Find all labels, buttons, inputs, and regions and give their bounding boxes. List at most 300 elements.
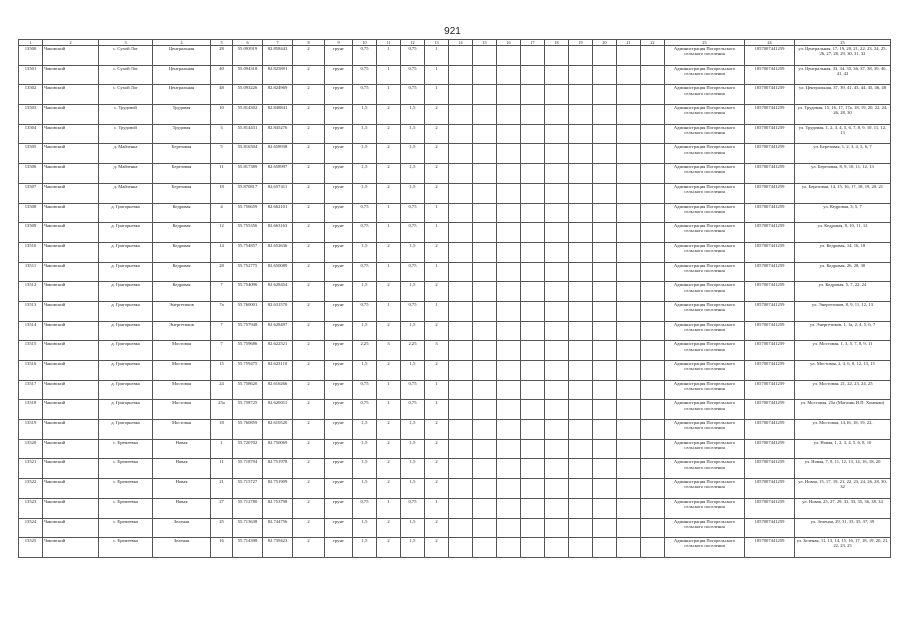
cell-empty xyxy=(545,518,569,538)
table-row xyxy=(19,479,891,499)
cell-district: Чановский xyxy=(43,400,99,420)
cell-id: 13515 xyxy=(19,341,43,361)
cell-street: Энергетиков xyxy=(153,321,211,341)
cell-lat: 55.759475 xyxy=(233,361,263,381)
cell-lon: 82.650089 xyxy=(263,262,293,282)
cell-cnt: 1 xyxy=(377,400,401,420)
cell-vol: 0,75 xyxy=(401,400,425,420)
cell-id: 13507 xyxy=(19,183,43,203)
cell-empty xyxy=(617,65,641,85)
cell-owner: Администрация Погорельского сельского поселения xyxy=(665,301,745,321)
cell-empty xyxy=(545,144,569,164)
cell-settlement: д. Григорьевка xyxy=(99,301,153,321)
cell-n8: 2 xyxy=(293,321,325,341)
cell-tanks: 1 xyxy=(425,262,449,282)
cell-tanks: 2 xyxy=(425,105,449,125)
cell-empty xyxy=(521,46,545,66)
cell-n8: 2 xyxy=(293,65,325,85)
cell-street: Центральная xyxy=(153,46,211,66)
cell-empty xyxy=(641,479,665,499)
cell-area: 1,5 xyxy=(353,183,377,203)
cell-n8: 2 xyxy=(293,341,325,361)
cell-empty xyxy=(569,124,593,144)
cell-inn: 1057007441259 xyxy=(745,400,795,420)
cell-empty xyxy=(545,223,569,243)
cell-owner: Администрация Погорельского сельского поселения xyxy=(665,479,745,499)
cell-surface: грунт xyxy=(325,518,353,538)
cell-empty xyxy=(449,380,473,400)
cell-vol: 1,5 xyxy=(401,479,425,499)
cell-area: 0,75 xyxy=(353,301,377,321)
cell-id: 13508 xyxy=(19,203,43,223)
cell-street: Кедровая xyxy=(153,262,211,282)
cell-area: 1,5 xyxy=(353,439,377,459)
cell-served: ул. Мостовая, 14,16, 18, 19, 22, xyxy=(795,420,891,440)
cell-lon: 82.652636 xyxy=(263,242,293,262)
cell-empty xyxy=(449,85,473,105)
cell-owner: Администрация Погорельского сельского поселения xyxy=(665,282,745,302)
cell-empty xyxy=(497,321,521,341)
table-row xyxy=(19,65,891,85)
cell-empty xyxy=(545,183,569,203)
cell-empty xyxy=(593,498,617,518)
cell-street: Мостовая xyxy=(153,341,211,361)
table-row xyxy=(19,223,891,243)
cell-area: 2,25 xyxy=(353,341,377,361)
cell-inn: 1057007441259 xyxy=(745,498,795,518)
cell-n8: 2 xyxy=(293,439,325,459)
cell-empty xyxy=(497,144,521,164)
cell-n8: 2 xyxy=(293,164,325,184)
cell-house: 16 xyxy=(211,538,233,558)
cell-surface: грунт xyxy=(325,164,353,184)
cell-cnt: 1 xyxy=(377,203,401,223)
cell-owner: Администрация Погорельского сельского поселения xyxy=(665,124,745,144)
cell-empty xyxy=(521,262,545,282)
cell-empty xyxy=(449,459,473,479)
cell-empty xyxy=(593,46,617,66)
cell-empty xyxy=(449,301,473,321)
cell-street: Новая xyxy=(153,459,211,479)
cell-lat: 55.814302 xyxy=(233,105,263,125)
cell-empty xyxy=(449,242,473,262)
cell-house: 10 xyxy=(211,105,233,125)
table-row xyxy=(19,380,891,400)
cell-street: Энергетиков xyxy=(153,301,211,321)
cell-settlement: д. Григорьевка xyxy=(99,321,153,341)
cell-empty xyxy=(521,420,545,440)
cell-district: Чановский xyxy=(43,262,99,282)
cell-vol: 1,5 xyxy=(401,105,425,125)
column-header: 3 xyxy=(99,40,153,46)
cell-empty xyxy=(593,65,617,85)
cell-empty xyxy=(641,361,665,381)
column-header: 16 xyxy=(497,40,521,46)
cell-served: ул. Новая, 25, 27, 29, 31, 33, 35, 36, 38, 34 xyxy=(795,498,891,518)
cell-inn: 1057007441259 xyxy=(745,282,795,302)
cell-empty xyxy=(545,203,569,223)
cell-district: Чановский xyxy=(43,242,99,262)
cell-id: 13505 xyxy=(19,144,43,164)
cell-served: ул. Кедровая, 5, 7, 22, 24 xyxy=(795,282,891,302)
cell-empty xyxy=(617,341,641,361)
cell-tanks: 1 xyxy=(425,85,449,105)
cell-surface: грунт xyxy=(325,203,353,223)
cell-area: 1,5 xyxy=(353,538,377,558)
cell-tanks: 2 xyxy=(425,124,449,144)
cell-lat: 55.093919 xyxy=(233,46,263,66)
cell-house: 7 xyxy=(211,321,233,341)
cell-vol: 1,5 xyxy=(401,124,425,144)
cell-empty xyxy=(569,183,593,203)
cell-owner: Администрация Погорельского сельского поселения xyxy=(665,459,745,479)
cell-empty xyxy=(593,479,617,499)
cell-area: 0,75 xyxy=(353,380,377,400)
cell-empty xyxy=(641,439,665,459)
cell-vol: 0,75 xyxy=(401,65,425,85)
cell-district: Чановский xyxy=(43,223,99,243)
cell-empty xyxy=(593,361,617,381)
cell-surface: грунт xyxy=(325,223,353,243)
cell-owner: Администрация Погорельского сельского поселения xyxy=(665,105,745,125)
cell-id: 13523 xyxy=(19,498,43,518)
cell-served: ул. Кедровая, 8, 10, 11, 12 xyxy=(795,223,891,243)
table-row xyxy=(19,242,891,262)
cell-house: 5 xyxy=(211,144,233,164)
column-header: 11 xyxy=(377,40,401,46)
cell-empty xyxy=(473,85,497,105)
cell-tanks: 1 xyxy=(425,301,449,321)
cell-area: 0,75 xyxy=(353,65,377,85)
cell-empty xyxy=(545,65,569,85)
table-row xyxy=(19,361,891,381)
cell-area: 0,75 xyxy=(353,400,377,420)
cell-empty xyxy=(449,223,473,243)
cell-tanks: 1 xyxy=(425,223,449,243)
cell-empty xyxy=(641,144,665,164)
cell-lon: 82.628454 xyxy=(263,282,293,302)
cell-empty xyxy=(641,46,665,66)
cell-empty xyxy=(617,518,641,538)
cell-empty xyxy=(593,105,617,125)
cell-inn: 1057007441259 xyxy=(745,46,795,66)
cell-empty xyxy=(521,479,545,499)
cell-cnt: 1 xyxy=(377,262,401,282)
table-row xyxy=(19,85,891,105)
cell-cnt: 2 xyxy=(377,518,401,538)
cell-empty xyxy=(449,538,473,558)
cell-empty xyxy=(641,301,665,321)
page-number: 921 xyxy=(444,26,461,37)
cell-empty xyxy=(617,498,641,518)
cell-n8: 2 xyxy=(293,46,325,66)
cell-inn: 1057007441259 xyxy=(745,164,795,184)
cell-settlement: с. Сухой Лог xyxy=(99,85,153,105)
cell-empty xyxy=(617,439,641,459)
cell-empty xyxy=(593,321,617,341)
cell-n8: 2 xyxy=(293,183,325,203)
cell-empty xyxy=(473,105,497,125)
cell-tanks: 2 xyxy=(425,361,449,381)
cell-cnt: 2 xyxy=(377,321,401,341)
cell-lon: 82.658938 xyxy=(263,144,293,164)
cell-empty xyxy=(497,341,521,361)
cell-n8: 2 xyxy=(293,85,325,105)
cell-n8: 2 xyxy=(293,223,325,243)
cell-surface: грунт xyxy=(325,183,353,203)
cell-empty xyxy=(641,380,665,400)
cell-empty xyxy=(545,361,569,381)
table-row xyxy=(19,459,891,479)
cell-empty xyxy=(545,105,569,125)
cell-empty xyxy=(617,321,641,341)
cell-id: 13513 xyxy=(19,301,43,321)
cell-settlement: д. Григорьевка xyxy=(99,223,153,243)
cell-empty xyxy=(497,203,521,223)
cell-district: Чановский xyxy=(43,183,99,203)
cell-lon: 82.824969 xyxy=(263,85,293,105)
cell-empty xyxy=(473,420,497,440)
cell-empty xyxy=(569,361,593,381)
cell-tanks: 1 xyxy=(425,65,449,85)
cell-district: Чановский xyxy=(43,498,99,518)
cell-empty xyxy=(521,203,545,223)
cell-empty xyxy=(617,164,641,184)
cell-empty xyxy=(593,242,617,262)
cell-empty xyxy=(473,262,497,282)
cell-served: ул. Кедровая, 26, 28, 30 xyxy=(795,262,891,282)
column-header: 22 xyxy=(641,40,665,46)
cell-id: 13525 xyxy=(19,538,43,558)
cell-vol: 1,5 xyxy=(401,361,425,381)
column-header: 4 xyxy=(153,40,211,46)
cell-empty xyxy=(569,164,593,184)
cell-empty xyxy=(473,400,497,420)
cell-empty xyxy=(449,46,473,66)
cell-vol: 1,5 xyxy=(401,282,425,302)
cell-inn: 1057007441259 xyxy=(745,85,795,105)
cell-n8: 2 xyxy=(293,518,325,538)
cell-empty xyxy=(473,321,497,341)
cell-empty xyxy=(545,321,569,341)
cell-vol: 0,75 xyxy=(401,498,425,518)
cell-street: Зеленая xyxy=(153,538,211,558)
cell-empty xyxy=(641,400,665,420)
cell-id: 13506 xyxy=(19,164,43,184)
column-header: 20 xyxy=(593,40,617,46)
cell-cnt: 2 xyxy=(377,144,401,164)
cell-n8: 2 xyxy=(293,203,325,223)
cell-n8: 2 xyxy=(293,242,325,262)
cell-empty xyxy=(569,203,593,223)
cell-house: 28 xyxy=(211,262,233,282)
cell-street: Мостовая xyxy=(153,361,211,381)
cell-lat: 55.756659 xyxy=(233,203,263,223)
cell-street: Новая xyxy=(153,498,211,518)
cell-tanks: 1 xyxy=(425,498,449,518)
cell-district: Чановский xyxy=(43,164,99,184)
cell-n8: 2 xyxy=(293,380,325,400)
cell-surface: грунт xyxy=(325,400,353,420)
cell-n8: 2 xyxy=(293,262,325,282)
cell-vol: 0,75 xyxy=(401,203,425,223)
table-row xyxy=(19,164,891,184)
cell-settlement: д. Григорьевка xyxy=(99,361,153,381)
cell-area: 1,5 xyxy=(353,361,377,381)
cell-vol: 0,75 xyxy=(401,262,425,282)
cell-empty xyxy=(473,498,497,518)
cell-district: Чановский xyxy=(43,479,99,499)
cell-lat: 55.754857 xyxy=(233,242,263,262)
cell-id: 13516 xyxy=(19,361,43,381)
cell-district: Чановский xyxy=(43,518,99,538)
cell-inn: 1057007441259 xyxy=(745,144,795,164)
cell-served: ул. Зеленая, 29, 31, 33, 35, 37, 39 xyxy=(795,518,891,538)
cell-empty xyxy=(545,439,569,459)
cell-lon: 82.662101 xyxy=(263,203,293,223)
cell-street: Центральная xyxy=(153,85,211,105)
cell-street: Кедровая xyxy=(153,242,211,262)
cell-inn: 1057007441259 xyxy=(745,301,795,321)
cell-lat: 55.094318 xyxy=(233,65,263,85)
cell-vol: 1,5 xyxy=(401,164,425,184)
cell-house: 24 xyxy=(211,380,233,400)
cell-lat: 55.760859 xyxy=(233,420,263,440)
cell-empty xyxy=(545,242,569,262)
cell-surface: грунт xyxy=(325,242,353,262)
cell-vol: 1,5 xyxy=(401,439,425,459)
cell-id: 13502 xyxy=(19,85,43,105)
cell-tanks: 2 xyxy=(425,538,449,558)
cell-empty xyxy=(569,518,593,538)
cell-n8: 2 xyxy=(293,144,325,164)
cell-lon: 82.753798 xyxy=(263,498,293,518)
cell-lat: 55.758725 xyxy=(233,400,263,420)
cell-settlement: с. Сухой Лог xyxy=(99,46,153,66)
cell-empty xyxy=(569,105,593,125)
cell-inn: 1057007441259 xyxy=(745,124,795,144)
cell-empty xyxy=(569,46,593,66)
cell-empty xyxy=(569,380,593,400)
cell-n8: 2 xyxy=(293,420,325,440)
cell-lat: 55.718794 xyxy=(233,459,263,479)
cell-empty xyxy=(473,380,497,400)
cell-district: Чановский xyxy=(43,341,99,361)
cell-empty xyxy=(545,164,569,184)
cell-lon: 82.744756 xyxy=(263,518,293,538)
cell-empty xyxy=(497,420,521,440)
cell-empty xyxy=(473,65,497,85)
cell-street: Березовая xyxy=(153,144,211,164)
cell-served: ул. Березовая, 1, 2, 3, 4, 5, 6, 7 xyxy=(795,144,891,164)
column-header: 12 xyxy=(401,40,425,46)
cell-empty xyxy=(617,479,641,499)
cell-empty xyxy=(473,439,497,459)
cell-empty xyxy=(569,400,593,420)
cell-empty xyxy=(521,439,545,459)
cell-empty xyxy=(569,479,593,499)
cell-lon: 82.663163 xyxy=(263,223,293,243)
cell-surface: грунт xyxy=(325,105,353,125)
cell-empty xyxy=(521,341,545,361)
column-header: 18 xyxy=(545,40,569,46)
cell-served: ул. Кедровая, 14, 16, 18 xyxy=(795,242,891,262)
cell-settlement: д. Григорьевка xyxy=(99,262,153,282)
cell-settlement: д. Майзенка xyxy=(99,164,153,184)
cell-owner: Администрация Погорельского сельского поселения xyxy=(665,183,745,203)
cell-street: Трудовая xyxy=(153,105,211,125)
cell-lon: 82.658997 xyxy=(263,164,293,184)
cell-area: 1,5 xyxy=(353,420,377,440)
cell-empty xyxy=(617,400,641,420)
cell-house: 7 xyxy=(211,282,233,302)
cell-n8: 2 xyxy=(293,400,325,420)
cell-empty xyxy=(569,301,593,321)
cell-tanks: 3 xyxy=(425,341,449,361)
cell-cnt: 3 xyxy=(377,341,401,361)
cell-empty xyxy=(521,321,545,341)
cell-empty xyxy=(569,65,593,85)
cell-empty xyxy=(641,183,665,203)
cell-lon: 82.631570 xyxy=(263,301,293,321)
cell-empty xyxy=(473,459,497,479)
cell-empty xyxy=(617,380,641,400)
cell-owner: Администрация Погорельского сельского поселения xyxy=(665,46,745,66)
cell-empty xyxy=(641,124,665,144)
cell-empty xyxy=(569,420,593,440)
cell-empty xyxy=(521,498,545,518)
cell-empty xyxy=(473,242,497,262)
cell-empty xyxy=(641,65,665,85)
cell-empty xyxy=(593,400,617,420)
cell-served: ул. Зеленая, 11, 13, 14, 15, 16, 17, 18, 19, 20, 21, 22, 23, 25 xyxy=(795,538,891,558)
cell-empty xyxy=(497,361,521,381)
cell-served: ул. Кедровая, 3, 5, 7 xyxy=(795,203,891,223)
cell-district: Чановский xyxy=(43,459,99,479)
cell-served: ул. Центральная, 33, 34, 35, 36, 37, 38, 39, 40, 41, 42 xyxy=(795,65,891,85)
column-header: 7 xyxy=(263,40,293,46)
cell-empty xyxy=(617,183,641,203)
column-header: 1 xyxy=(19,40,43,46)
cell-empty xyxy=(617,242,641,262)
table-row xyxy=(19,262,891,282)
cell-lon: 82.858443 xyxy=(263,46,293,66)
cell-street: Зеленая xyxy=(153,518,211,538)
cell-lat: 55.814431 xyxy=(233,124,263,144)
cell-cnt: 2 xyxy=(377,124,401,144)
cell-area: 0,75 xyxy=(353,262,377,282)
cell-tanks: 2 xyxy=(425,164,449,184)
cell-inn: 1057007441259 xyxy=(745,183,795,203)
cell-empty xyxy=(473,203,497,223)
cell-district: Чановский xyxy=(43,85,99,105)
cell-empty xyxy=(641,164,665,184)
cell-n8: 2 xyxy=(293,459,325,479)
cell-empty xyxy=(497,518,521,538)
cell-vol: 1,5 xyxy=(401,144,425,164)
cell-empty xyxy=(545,538,569,558)
table-row xyxy=(19,538,891,558)
cell-empty xyxy=(449,65,473,85)
cell-lon: 82.825891 xyxy=(263,65,293,85)
cell-surface: грунт xyxy=(325,65,353,85)
cell-vol: 0,75 xyxy=(401,223,425,243)
cell-cnt: 2 xyxy=(377,164,401,184)
cell-empty xyxy=(497,479,521,499)
cell-empty xyxy=(617,262,641,282)
cell-settlement: с. Еремеевка xyxy=(99,459,153,479)
cell-empty xyxy=(521,124,545,144)
